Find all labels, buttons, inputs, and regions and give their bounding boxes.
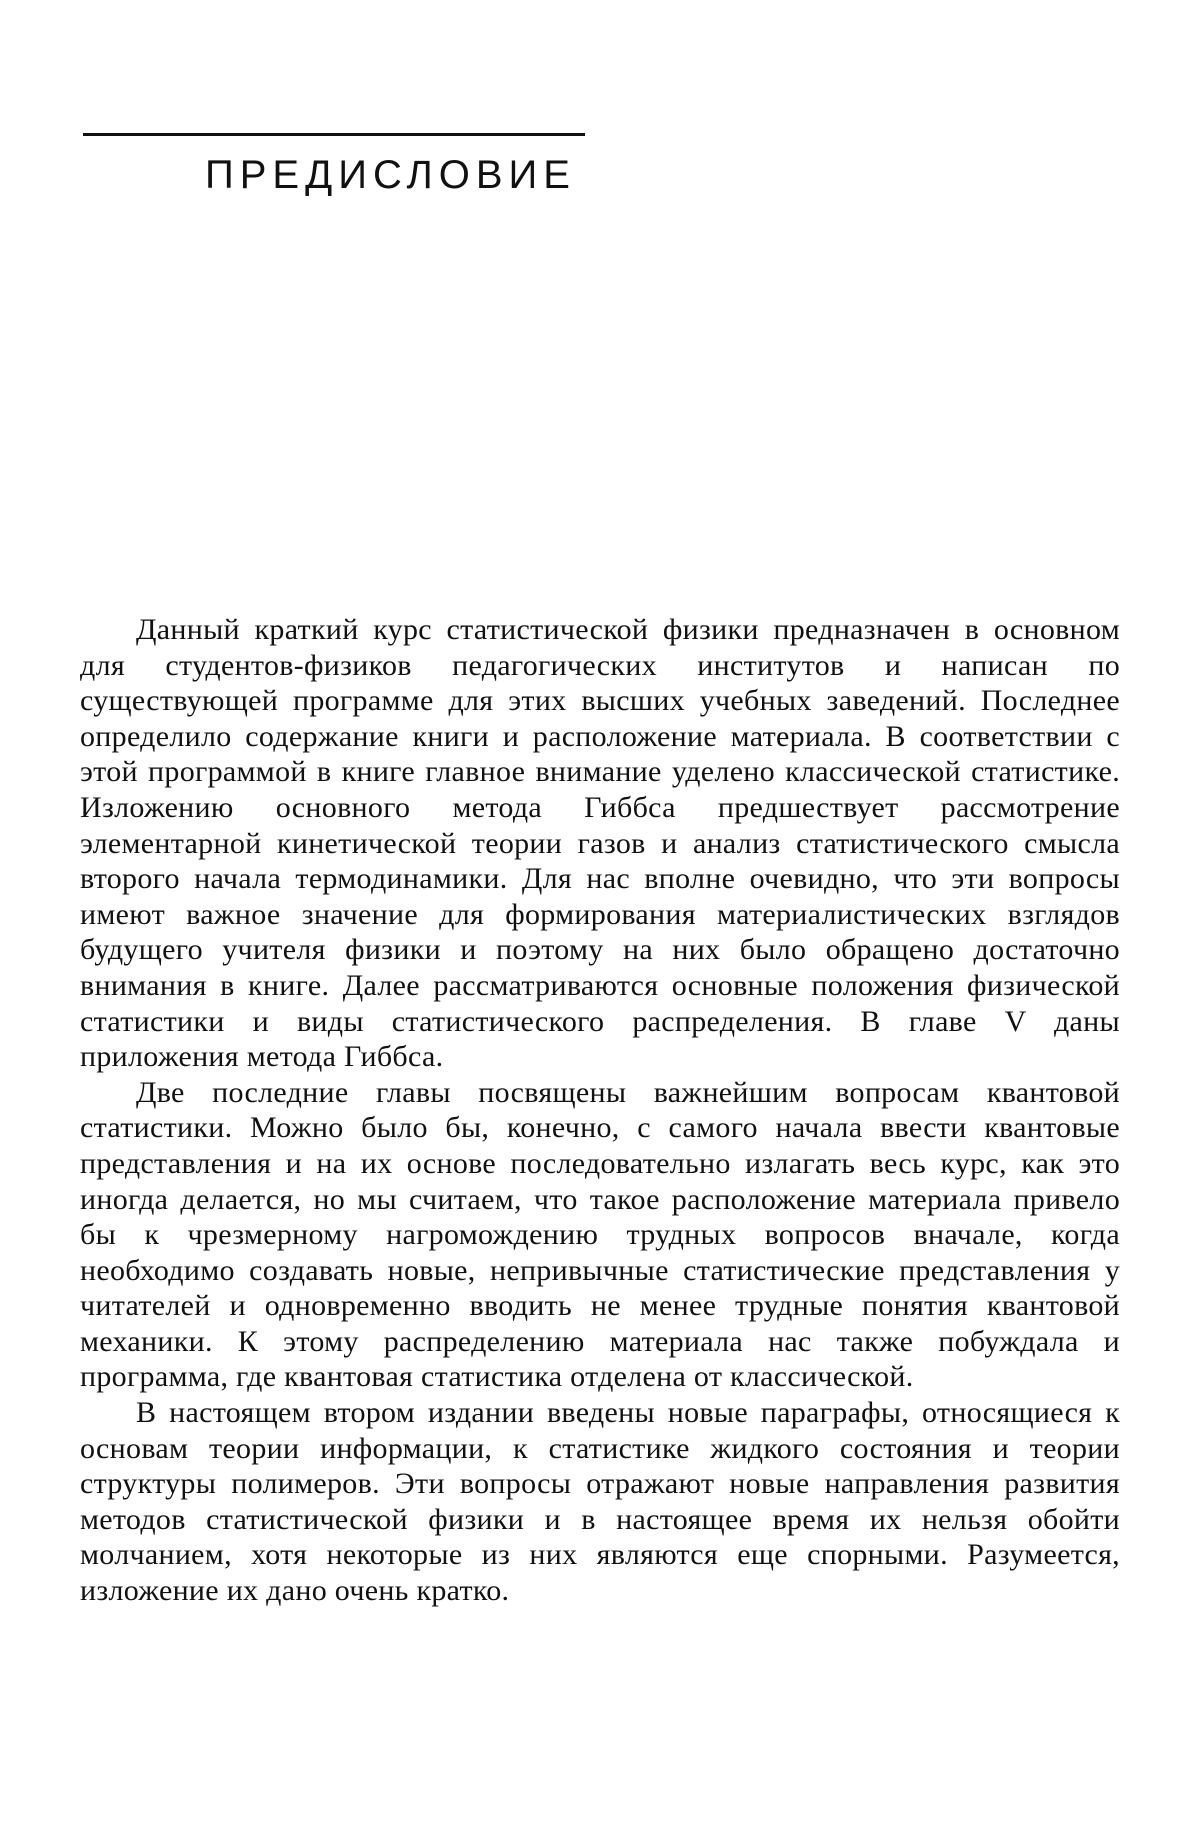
heading-rule xyxy=(83,133,585,136)
paragraph-3: В настоящем втором издании введены новые параграфы, относящиеся к основам теории информации, к статистике жидкого состояния и теории структуры полимеров. Эти вопросы отражают новые направления развития методов статистической физики и в настоящее время их нельзя обойти молчанием, хотя некоторые из них являются еще спорными. Разумеется, изложение их дано очень кратко. xyxy=(80,1396,1120,1608)
body-text xyxy=(80,612,1120,1609)
paragraph-1: Данный краткий курс статистической физики предназначен в основном для студентов-физиков педагогических институтов и написан по существующей программе для этих высших учебных заведений. Последнее определило содержание книги и расположение материала. В соответствии с этой программой в книге главное внимание уделено классической статистике. Изложению основного метода Гиббса предшествует рассмотрение элементарной кинетической теории газов и анализ статистического смысла второго начала термодинамики. Для нас вполне очевидно, что эти вопросы имеют важное значение для формирования материалистических взглядов будущего учителя физики и поэтому на них было обращено достаточно внимания в книге. Далее рассматриваются основные положения физической статистики и виды статистического распределения. В главе V даны приложения метода Гиббса. xyxy=(80,613,1120,1074)
paragraph-2: Две последние главы посвящены важнейшим вопросам квантовой статистики. Можно было бы, конечно, с самого начала ввести квантовые представления и на их основе последовательно излагать весь курс, как это иногда делается, но мы считаем, что такое расположение материала привело бы к чрезмерному нагромождению трудных вопросов вначале, когда необходимо создавать новые, непривычные статистические представления у читателей и одновременно вводить не менее трудные понятия квантовой механики. К этому распределению материала нас также побуждала и программа, где квантовая статистика отделена от классической. xyxy=(80,1075,1120,1394)
page-title: ПРЕДИСЛОВИЕ xyxy=(205,153,576,197)
